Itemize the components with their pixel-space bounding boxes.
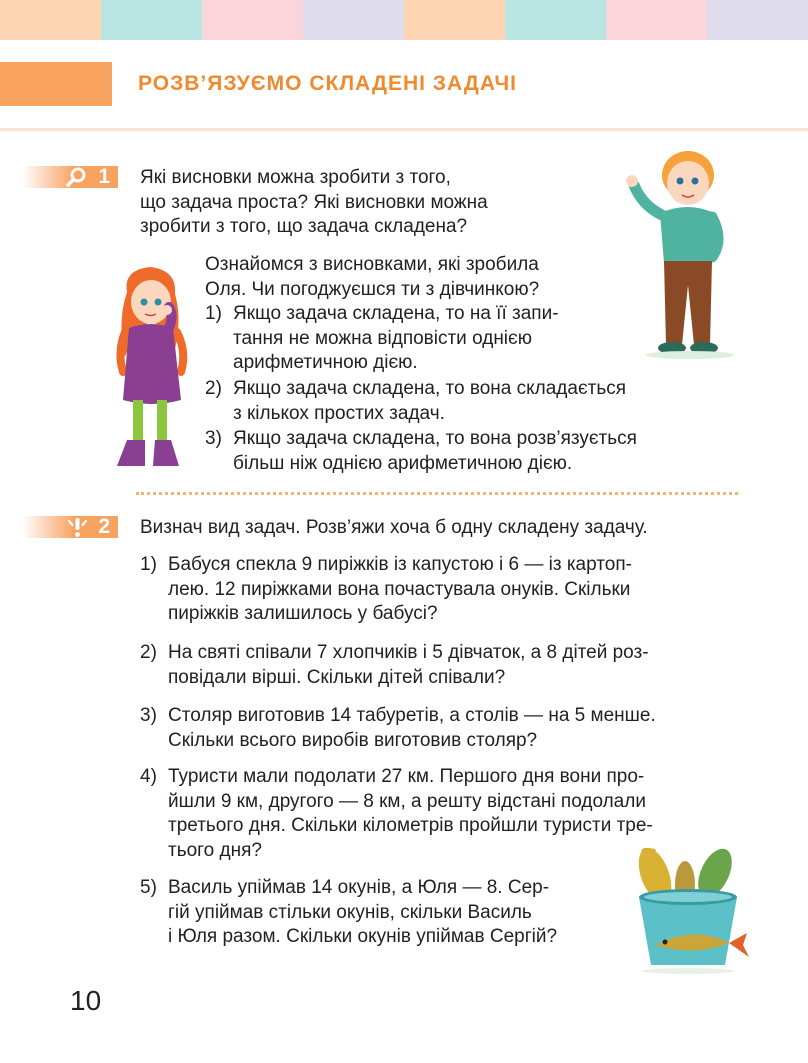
text-line: Скільки всього виробів виготовив столяр?: [168, 729, 538, 751]
list-item: [233, 302, 559, 376]
title-accent-bar: [0, 62, 112, 106]
word-problem: [168, 641, 649, 690]
page-number: 10: [70, 985, 102, 1016]
task-number: 1: [98, 165, 110, 188]
list-number: 1): [140, 554, 157, 575]
text-line: На святі співали 7 хлопчиків і 5 дівчаток, а 8 дітей роз-: [168, 642, 649, 663]
list-number: 3): [205, 428, 222, 449]
task-1-intro: [205, 253, 539, 302]
word-problem: [168, 553, 632, 627]
list-number: 2): [205, 378, 222, 399]
text-line: Якщо задача складена, то вона розв’язується: [233, 428, 637, 449]
strip-segment: [404, 0, 505, 40]
strip-segment: [202, 0, 303, 40]
text-line: і Юля разом. Скільки окунів упіймав Сергій?: [168, 926, 558, 947]
text-line: тього дня?: [168, 839, 262, 861]
text-line: Столяр виготовив 14 табуретів, а столів — на 5 менше.: [168, 705, 656, 726]
strip-segment: [303, 0, 404, 40]
word-problem: [168, 876, 557, 950]
top-color-strip: [0, 0, 808, 40]
text-line: пиріжків залишилось у бабусі?: [168, 603, 438, 624]
list-number: 4): [140, 766, 157, 787]
text-line: зробити з того, що задача складена?: [140, 216, 468, 237]
text-line: що задача проста? Які висновки можна: [140, 191, 488, 213]
text-line: лею. 12 пиріжками вона почастувала онуків. Скільки: [168, 578, 631, 600]
text-line: гій упіймав стільки окунів, скільки Василь: [168, 901, 532, 923]
boy-illustration: [620, 145, 735, 360]
list-number: 3): [140, 705, 157, 726]
text-line: з кількох простих задач.: [233, 402, 445, 424]
strip-segment: [606, 0, 707, 40]
text-line: більш ніж однією арифметичною дією.: [233, 452, 573, 474]
list-number: 5): [140, 877, 157, 898]
text-line: третього дня. Скільки кілометрів пройшли туристи тре-: [168, 815, 653, 836]
text-line: Ознайомся з висновками, які зробила: [205, 254, 539, 275]
text-line: арифметичною дією.: [233, 352, 418, 373]
task-2-instruction: Визнач вид задач. Розв’яжи хоча б одну складену задачу.: [140, 517, 648, 538]
list-item: [233, 377, 626, 426]
word-problem: [168, 765, 653, 863]
text-line: Якщо задача складена, то вона складається: [233, 378, 627, 399]
title-divider: [0, 128, 808, 131]
text-line: Бабуся спекла 9 пиріжків із капустою і 6 — із картоп-: [168, 554, 632, 575]
strip-segment: [0, 0, 101, 40]
fish-bucket-illustration: [625, 845, 750, 975]
text-line: тання не можна відповісти однією: [233, 327, 532, 349]
text-line: Василь упіймав 14 окунів, а Юля — 8. Сер-: [168, 877, 550, 898]
exclamation-sparkle-icon: [66, 516, 88, 538]
list-item: [233, 427, 637, 476]
list-number: 2): [140, 642, 157, 663]
magnifier-icon: [66, 166, 88, 188]
task-1-question: [140, 166, 488, 240]
word-problem: [168, 704, 656, 753]
page-title: РОЗВ’ЯЗУЄМО СКЛАДЕНІ ЗАДАЧІ: [138, 72, 518, 95]
strip-segment: [101, 0, 202, 40]
text-line: Туристи мали подолати 27 км. Першого дня вони про-: [168, 766, 645, 787]
task-number: 2: [98, 515, 110, 538]
section-divider: [136, 492, 738, 495]
text-line: повідали вірші. Скільки дітей співали?: [168, 666, 506, 688]
task-2-badge: [22, 516, 118, 538]
list-number: 1): [205, 303, 222, 324]
strip-segment: [505, 0, 606, 40]
text-line: Оля. Чи погоджуєшся ти з дівчинкою?: [205, 278, 540, 300]
text-line: йшли 9 км, другого — 8 км, а решту відстані подолали: [168, 790, 646, 812]
text-line: Якщо задача складена, то на її запи-: [233, 303, 559, 324]
text-line: Які висновки можна зробити з того,: [140, 167, 451, 188]
girl-olya-illustration: [105, 262, 200, 472]
strip-segment: [707, 0, 808, 40]
task-1-badge: [22, 166, 118, 188]
